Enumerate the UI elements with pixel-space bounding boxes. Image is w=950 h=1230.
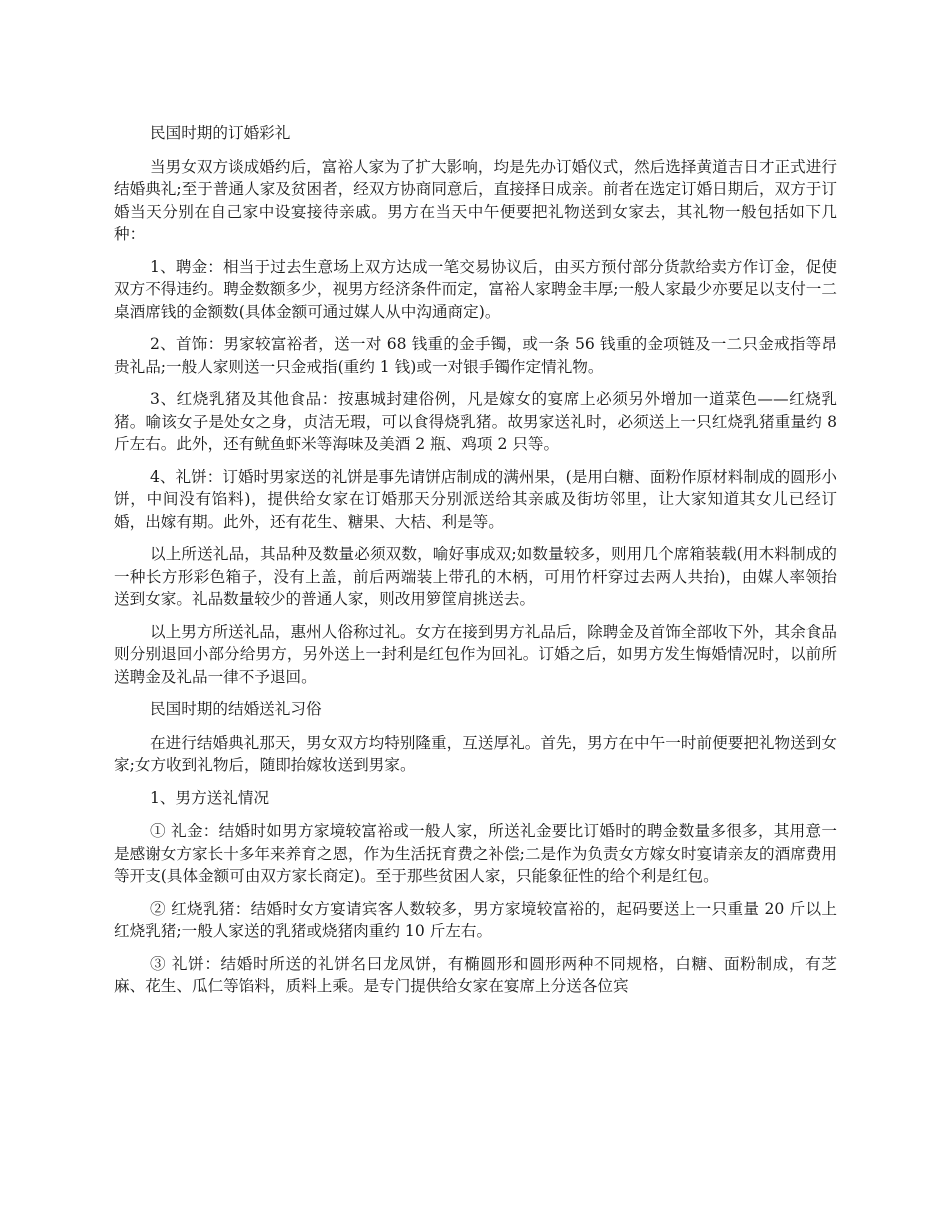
paragraph-wedding-day: 在进行结婚典礼那天，男女双方均特别隆重，互送厚礼。首先，男方在中午一时前便要把礼物送到女家;女方收到礼物后，随即抬嫁妆送到男家。: [114, 733, 837, 774]
section-heading-wedding: 民国时期的结婚送礼习俗: [150, 700, 322, 718]
paragraph-dragon-phoenix-cake: ③ 礼饼：结婚时所送的礼饼名曰龙凤饼，有椭圆形和圆形两种不同规格，白糖、面粉制成，有芝麻、花生、瓜仁等馅料，质料上乘。是专门提供给女家在宴席上分送各位宾: [114, 954, 837, 995]
paragraph-jewelry: 2、首饰：男家较富裕者，送一对 68 钱重的金手镯，或一条 56 钱重的金项链及一二只金戒指等昂贵礼品;一般人家则送一只金戒指(重约 1 钱)或一对银手镯作定情礼物。: [114, 335, 837, 376]
paragraph-even-number: 以上所送礼品，其品种及数量必须双数，喻好事成双;如数量较多，则用几个席箱装载(用木料制成的一种长方形彩色箱子，没有上盖，前后两端装上带孔的木柄，可用竹杆穿过去两人共抬)，由媒人率领抬送到女家。礼品数量较少的普通人家，则改用箩筐肩挑送去。: [114, 545, 837, 608]
paragraph-guoli: 以上男方所送礼品，惠州人俗称过礼。女方在接到男方礼品后，除聘金及首饰全部收下外，其余食品则分别退回小部分给男方，另外送上一封利是红包作为回礼。订婚之后，如男方发生悔婚情况时，以前所送聘金及礼品一律不予退回。: [114, 622, 837, 686]
paragraph-gift-cakes: 4、礼饼：订婚时男家送的礼饼是事先请饼店制成的满州果，(是用白糖、面粉作原材料制成的圆形小饼，中间没有馅料)，提供给女家在订婚那天分别派送给其亲戚及街坊邻里，让大家知道其女儿已经订婚，出嫁有期。此外，还有花生、糖果、大桔、利是等。: [114, 467, 837, 531]
paragraph-wedding-roast-pig: ② 红烧乳猪：结婚时女方宴请宾客人数较多，男方家境较富裕的，起码要送上一只重量 20 斤以上红烧乳猪;一般人家送的乳猪或烧猪肉重约 10 斤左右。: [114, 899, 837, 940]
paragraph-intro: 当男女双方谈成婚约后，富裕人家为了扩大影响，均是先办订婚仪式，然后选择黄道吉日才正式进行结婚典礼;至于普通人家及贫困者，经双方协商同意后，直接择日成亲。前者在选定订婚日期后，双方于订婚当天分别在自己家中设宴接待亲戚。男方在当天中午便要把礼物送到女家去，其礼物一般包括如下几种：: [114, 157, 837, 243]
paragraph-betrothal-money: 1、聘金：相当于过去生意场上双方达成一笔交易协议后，由买方预付部分货款给卖方作订金，促使双方不得违约。聘金数额多少，视男方经济条件而定，富裕人家聘金丰厚;一般人家最少亦要足以支付一二桌酒席钱的金额数(具体金额可通过媒人从中沟通商定)。: [114, 257, 837, 321]
section-heading-engagement: 民国时期的订婚彩礼: [150, 124, 291, 142]
paragraph-roast-pig: 3、红烧乳猪及其他食品：按惠城封建俗例，凡是嫁女的宴席上必须另外增加一道菜色——红烧乳猪。喻该女子是处女之身，贞洁无瑕，可以食得烧乳猪。故男家送礼时，必须送上一只红烧乳猪重量约 8 斤左右。此外，还有鱿鱼虾米等海味及美酒 2 瓶、鸡项 2 只等。: [114, 390, 837, 453]
paragraph-gift-money: ① 礼金：结婚时如男方家境较富裕或一般人家，所送礼金要比订婚时的聘金数量多很多，其用意一是感谢女方家长十多年来养育之恩，作为生活抚育费之补偿;二是作为负责女方嫁女时宴请亲友的酒席费用等开支(具体金额可由双方家长商定)。至于那些贫困人家，只能象征性的给个利是红包。: [114, 822, 837, 885]
subheading-groom-gifts: 1、男方送礼情况: [150, 788, 270, 807]
